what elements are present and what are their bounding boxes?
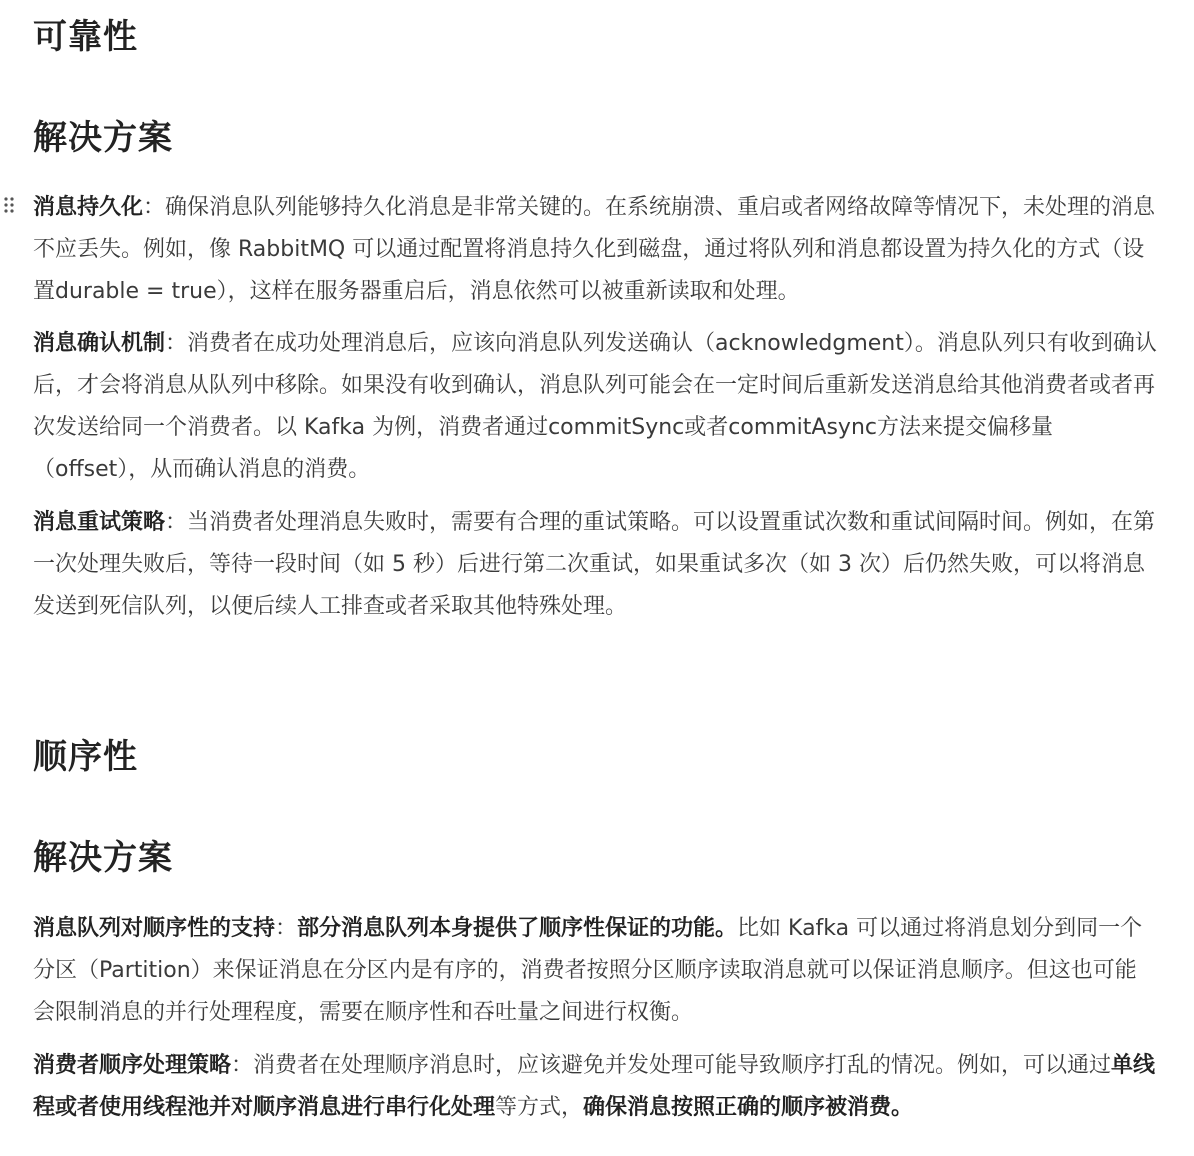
paragraph-persistence [33, 187, 1158, 313]
separator: ： [143, 195, 166, 220]
drag-handle-icon[interactable] [2, 195, 18, 217]
term-queue-order-support: 消息队列对顺序性的支持 [33, 916, 276, 941]
separator: ： [231, 1053, 254, 1078]
term-persistence: 消息持久化 [33, 195, 144, 220]
heading-ordering: 顺序性 [33, 737, 138, 777]
paragraph-retry [33, 502, 1158, 628]
separator: ： [165, 331, 188, 356]
term-ack: 消息确认机制 [33, 331, 166, 356]
bold-ensure-order: 确保消息按照正确的顺序被消费。 [583, 1095, 914, 1120]
text-consumer-order-a: 消费者在处理顺序消息时，应该避免并发处理可能导致顺序打乱的情况。例如，可以通过 [253, 1053, 1112, 1078]
text-consumer-order-b: 等方式， [495, 1095, 584, 1120]
bold-lead-order-support: 部分消息队列本身提供了顺序性保证的功能。 [297, 916, 738, 941]
term-consumer-order-strategy: 消费者顺序处理策略 [33, 1053, 232, 1078]
text-persistence: 确保消息队列能够持久化消息是非常关键的。在系统崩溃、重启或者网络故障等情况下，未处理的消息不应丢失。例如，像 RabbitMQ 可以通过配置将消息持久化到磁盘，通过将队列和消息都设置为持久化的方式（设置durable = true），这样在服务器重启后，消息依然可以被重新读取和处理。 [33, 195, 1156, 304]
separator: ： [165, 510, 188, 535]
separator: ： [275, 916, 298, 941]
paragraph-queue-order-support [33, 908, 1158, 1034]
term-retry: 消息重试策略 [33, 510, 166, 535]
text-queue-order-support: 比如 Kafka 可以通过将消息划分到同一个分区（Partition）来保证消息在分区内是有序的，消费者按照分区顺序读取消息就可以保证消息顺序。但这也可能会限制消息的并行处理程度，需要在顺序性和吞吐量之间进行权衡。 [33, 916, 1143, 1025]
paragraph-ack [33, 323, 1158, 491]
text-retry: 当消费者处理消息失败时，需要有合理的重试策略。可以设置重试次数和重试间隔时间。例如，在第一次处理失败后，等待一段时间（如 5 秒）后进行第二次重试，如果重试多次（如 3 次）后仍然失败，可以将消息发送到死信队列，以便后续人工排查或者采取其他特殊处理。 [33, 510, 1156, 619]
paragraph-consumer-order-strategy [33, 1045, 1158, 1129]
heading-solution-ordering: 解决方案 [33, 838, 173, 878]
bold-single-thread: 单线程或者使用线程池并对顺序消息进行串行化处理 [33, 1053, 1156, 1120]
heading-solution-reliability: 解决方案 [33, 118, 173, 158]
text-ack: 消费者在成功处理消息后，应该向消息队列发送确认（acknowledgment）。消息队列只有收到确认后，才会将消息从队列中移除。如果没有收到确认，消息队列可能会在一定时间后重新发送消息给其他消费者或者再次发送给同一个消费者。以 Kafka 为例，消费者通过commitSync或者commitAsync方法来提交偏移量（offset），从而确认消息的消费。 [33, 331, 1157, 482]
heading-reliability: 可靠性 [33, 17, 138, 57]
